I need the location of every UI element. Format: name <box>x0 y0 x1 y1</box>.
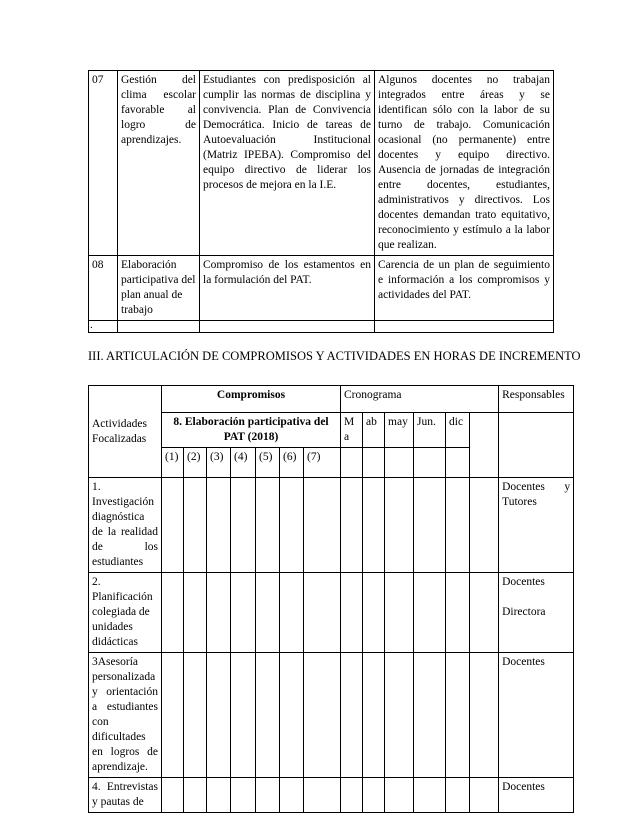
subcol: (2) <box>184 448 207 478</box>
subcol: (7) <box>304 448 341 478</box>
subcol: (1) <box>162 448 184 478</box>
activity-responsible: Docentes <box>499 778 574 813</box>
activity-responsible: Docentes <box>499 653 574 778</box>
subcol: (3) <box>207 448 231 478</box>
table-row <box>89 256 554 321</box>
commitment-title: 8. Elaboración participativa del PAT (2018) <box>162 413 341 448</box>
header-commitments: Compromisos <box>162 386 341 413</box>
articulacion-table <box>88 385 574 813</box>
month-june: Jun. <box>414 413 446 448</box>
table-row <box>89 778 574 813</box>
commitment-achievements: Compromiso de los estamentos en la formulación del PAT. <box>200 256 375 321</box>
commitment-difficulties: Carencia de un plan de seguimiento e información a los compromisos y actividades del PAT. <box>375 256 554 321</box>
header-row <box>89 413 574 448</box>
subcol: (5) <box>256 448 280 478</box>
activity-name: 2. Planificación colegiada de unidades didácticas <box>89 573 162 653</box>
header-row <box>89 386 574 413</box>
commitment-achievements: Estudiantes con predisposición al cumplir las normas de disciplina y convivencia. Plan de Convivencia Democrática. Inicio de tareas de Autoevaluación Institucional (Matriz IPEBA). Compromiso del equipo directivo de liderar los procesos de mejora en la I.E. <box>200 71 375 256</box>
table-row <box>89 653 574 778</box>
compromisos-diagnostico-table <box>88 70 554 333</box>
activity-responsible: Docentes Directora <box>499 573 574 653</box>
month-may: may <box>385 413 414 448</box>
subcol: (6) <box>280 448 304 478</box>
table-row <box>89 573 574 653</box>
month-april: ab <box>363 413 385 448</box>
table-row <box>89 478 574 573</box>
subcol: (4) <box>231 448 256 478</box>
table-row-empty <box>89 321 554 333</box>
table-row <box>89 71 554 256</box>
row-number: 07 <box>89 71 118 256</box>
month-march: Ma <box>341 413 363 448</box>
activity-name: 4. Entrevistas y pautas de <box>89 778 162 813</box>
month-december: dic <box>446 413 470 448</box>
activity-responsible: Docentes y Tutores <box>499 478 574 573</box>
row-number: 08 <box>89 256 118 321</box>
commitment-name: Gestión del clima escolar favorable al logro de aprendizajes. <box>118 71 200 256</box>
activity-name: 1. Investigación diagnóstica de la realidad de los estudiantes <box>89 478 162 573</box>
commitment-name: Elaboración participativa del plan anual de trabajo <box>118 256 200 321</box>
header-activities: Actividades Focalizadas <box>89 386 162 478</box>
commitment-difficulties: Algunos docentes no trabajan integrados entre áreas y se identifican sólo con la labor de su turno de trabajo. Comunicación ocasional (no permanente) entre docentes y equipo directivo. Ausencia de jornadas de integración entre docentes, estudiantes, administrativos y directivos. Los docentes demandan trato equitativo, reconocimiento y estímulo a la labor que realizan. <box>375 71 554 256</box>
header-schedule: Cronograma <box>341 386 499 413</box>
section-title: III. ARTICULACIÓN DE COMPROMISOS Y ACTIVIDADES EN HORAS DE INCREMENTO <box>88 349 581 363</box>
activity-name: 3Asesoría personalizada y orientación a estudiantes con dificultades en logros de aprendizaje. <box>89 653 162 778</box>
header-responsible: Responsables <box>499 386 574 413</box>
separator-dot: . <box>90 319 93 331</box>
